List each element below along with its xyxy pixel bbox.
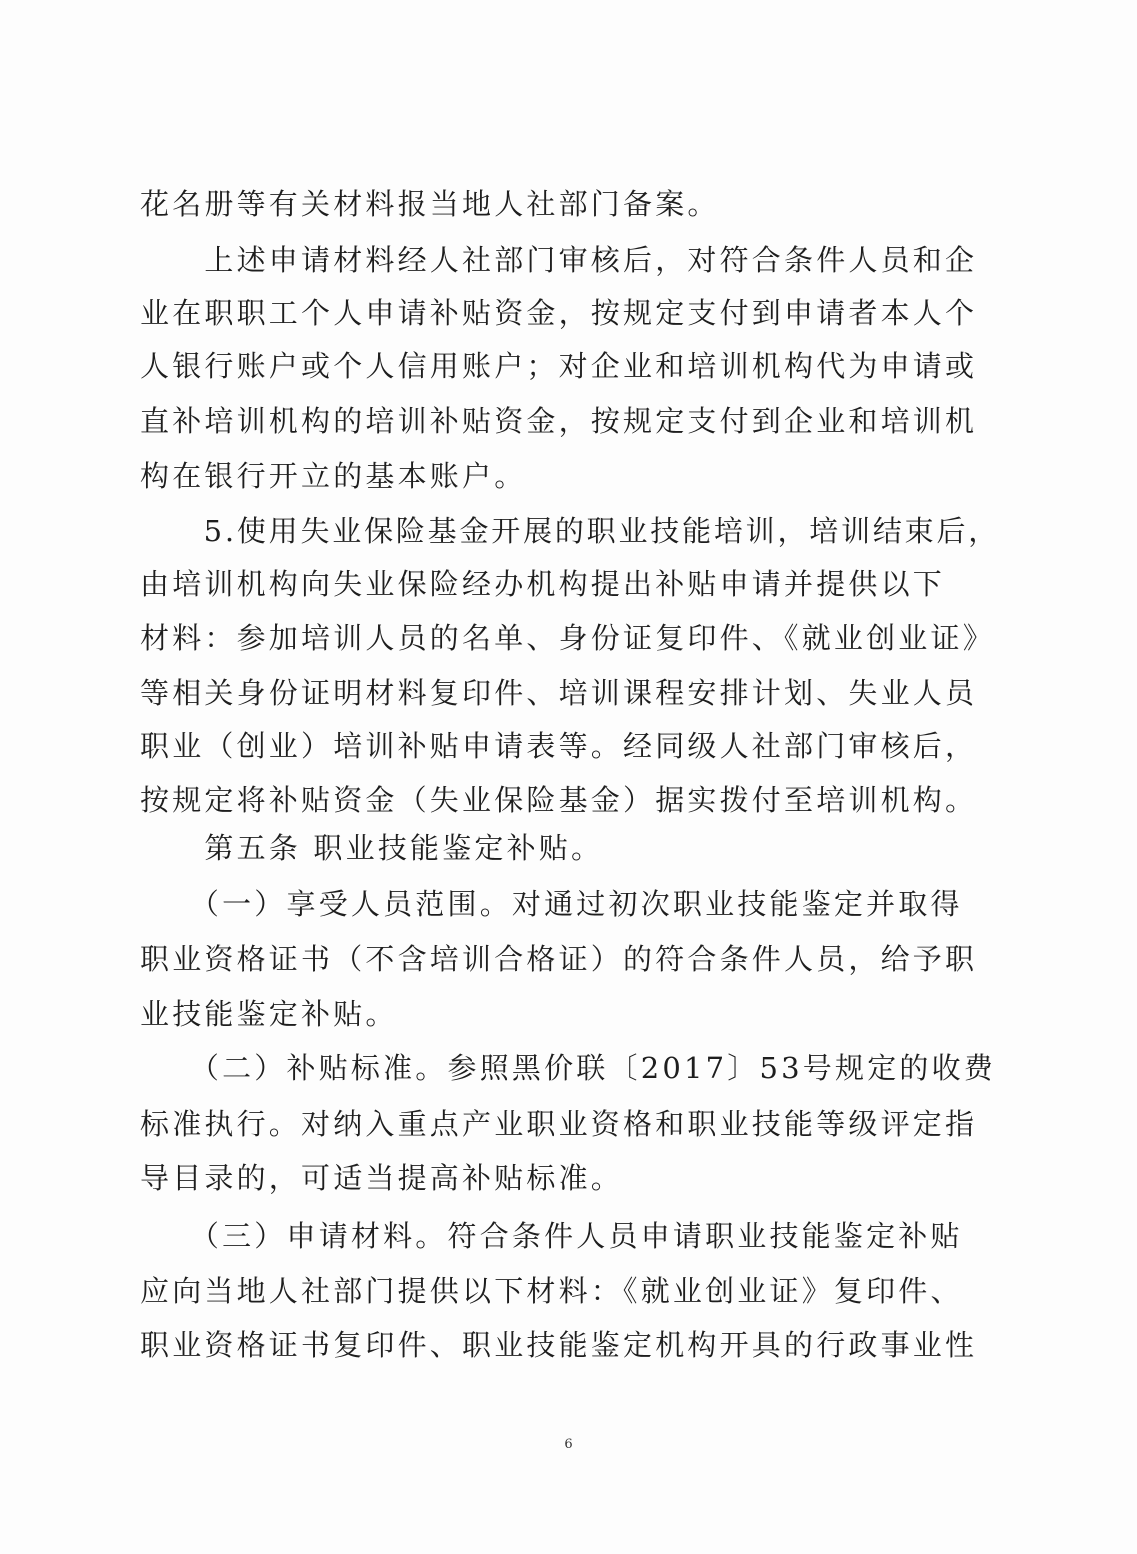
text-line: （一）享受人员范围。对通过初次职业技能鉴定并取得 [140,887,963,921]
text-line: 职业（创业）培训补贴申请表等。经同级人社部门审核后， [140,729,978,763]
text-line: 由培训机构向失业保险经办机构提出补贴申请并提供以下 [140,567,946,601]
text-line: 直补培训机构的培训补贴资金，按规定支付到企业和培训机 [140,404,978,438]
text-line: 应向当地人社部门提供以下材料：《就业创业证》复印件、 [140,1274,963,1308]
text-line: （三）申请材料。符合条件人员申请职业技能鉴定补贴 [140,1219,963,1253]
text-line: 等相关身份证明材料复印件、培训课程安排计划、失业人员 [140,676,978,710]
text-line: （二）补贴标准。参照黑价联〔2017〕53号规定的收费 [140,1051,997,1085]
section-heading: 第五条 职业技能鉴定补贴。 [140,831,604,865]
text-line: 导目录的，可适当提高补贴标准。 [140,1161,624,1195]
text-line: 标准执行。对纳入重点产业职业资格和职业技能等级评定指 [140,1107,978,1141]
text-line: 花名册等有关材料报当地人社部门备案。 [140,187,720,221]
page-number: 6 [564,1437,573,1452]
text-line: 业技能鉴定补贴。 [140,997,398,1031]
text-line: 5.使用失业保险基金开展的职业技能培训，培训结束后， [140,514,1001,548]
text-line: 人银行账户或个人信用账户；对企业和培训机构代为申请或 [140,349,978,383]
text-line: 按规定将补贴资金（失业保险基金）据实拨付至培训机构。 [140,783,978,817]
text-line: 材料：参加培训人员的名单、身份证复印件、《就业创业证》 [140,621,995,655]
text-line: 职业资格证书（不含培训合格证）的符合条件人员，给予职 [140,942,978,976]
text-line: 业在职职工个人申请补贴资金，按规定支付到申请者本人个 [140,296,978,330]
text-line: 上述申请材料经人社部门审核后，对符合条件人员和企 [140,243,978,277]
text-line: 职业资格证书复印件、职业技能鉴定机构开具的行政事业性 [140,1328,978,1362]
text-line: 构在银行开立的基本账户。 [140,459,527,493]
